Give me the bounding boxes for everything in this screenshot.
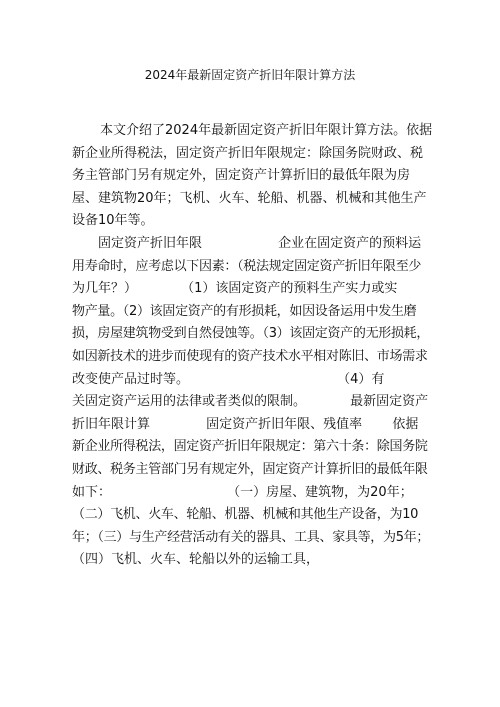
section-heading: 固定资产折旧年限、残值率: [206, 416, 363, 432]
section-heading: 最新固定资产: [350, 394, 429, 410]
document-body: [72, 120, 442, 572]
text-line: [72, 120, 442, 143]
text-line: [72, 323, 442, 346]
text-line: [72, 188, 442, 211]
text-line: [72, 414, 442, 437]
text-line: [72, 256, 442, 279]
text-line: [72, 549, 442, 572]
text-line: [72, 165, 442, 188]
text-line: [72, 459, 442, 482]
paragraph-text: （二）飞机、火车、轮船、机器、机械和其他生产设备，为10: [72, 507, 419, 523]
paragraph-text: 如因新技术的进步而使现有的资产技术水平相对陈旧、市场需求: [72, 348, 428, 364]
text-line: [72, 233, 442, 256]
paragraph-text: （一）房屋、建筑物，为20年；: [227, 484, 413, 500]
text-line: [72, 504, 442, 527]
text-line: [72, 210, 442, 233]
document-title: 2024年最新固定资产折旧年限计算方法: [144, 68, 356, 82]
paragraph-text: 企业在固定资产的预料运: [278, 235, 422, 251]
paragraph-text: 损，房屋建筑物受到自然侵蚀等。（3）该固定资产的无形损耗，: [72, 326, 430, 342]
section-heading: 折旧年限计算: [72, 416, 151, 432]
paragraph-text: 物产量。（2）该固定资产的有形损耗，如因设备运用中发生磨: [72, 303, 417, 319]
text-line: [72, 346, 442, 369]
intro-line-5: 设备10年等。: [72, 213, 154, 229]
paragraph-text: 关固定资产运用的法律或者类似的限制。: [72, 394, 307, 410]
paragraph-text: 用寿命时，应考虑以下因素：（税法规定固定资产折旧年限至少: [72, 258, 422, 274]
intro-line-2: 新企业所得税法，固定资产折旧年限规定：除国务院财政、税: [72, 145, 424, 161]
paragraph-text: 财政、税务主管部门另有规定外，固定资产计算折旧的最低年限: [72, 461, 428, 477]
text-line: [72, 527, 442, 550]
text-line: [72, 143, 442, 166]
paragraph-text: （四）飞机、火车、轮船以外的运输工具，: [72, 552, 320, 568]
paragraph-text: 依据: [392, 416, 419, 432]
intro-line-1: 本文介绍了2024年最新固定资产折旧年限计算方法。依据: [100, 123, 433, 138]
paragraph-text: 新企业所得税法，固定资产折旧年限规定：第六十条：除国务院: [72, 439, 428, 455]
paragraph-text: （4）有: [337, 371, 385, 387]
section-heading: 固定资产折旧年限: [98, 235, 203, 251]
paragraph-text: 改变使产品过时等。: [72, 371, 190, 387]
text-line: [72, 436, 442, 459]
intro-line-4: 屋、建筑物20年；飞机、火车、轮船、机器、机械和其他生产: [72, 190, 427, 206]
text-line: [72, 369, 442, 392]
paragraph-text: 如下：: [72, 484, 112, 500]
text-line: [72, 482, 442, 505]
text-line: [72, 391, 442, 414]
intro-line-3: 务主管部门另有规定外，固定资产计算折旧的最低年限为房: [72, 168, 411, 184]
text-line: [72, 278, 442, 301]
text-line: [72, 301, 442, 324]
paragraph-text: 为几年？）: [72, 281, 138, 297]
paragraph-text: 年；（三）与生产经营活动有关的器具、工具、家具等，为5年；: [72, 529, 430, 545]
paragraph-text: （1）该固定资产的预料生产实力或实: [181, 281, 398, 297]
